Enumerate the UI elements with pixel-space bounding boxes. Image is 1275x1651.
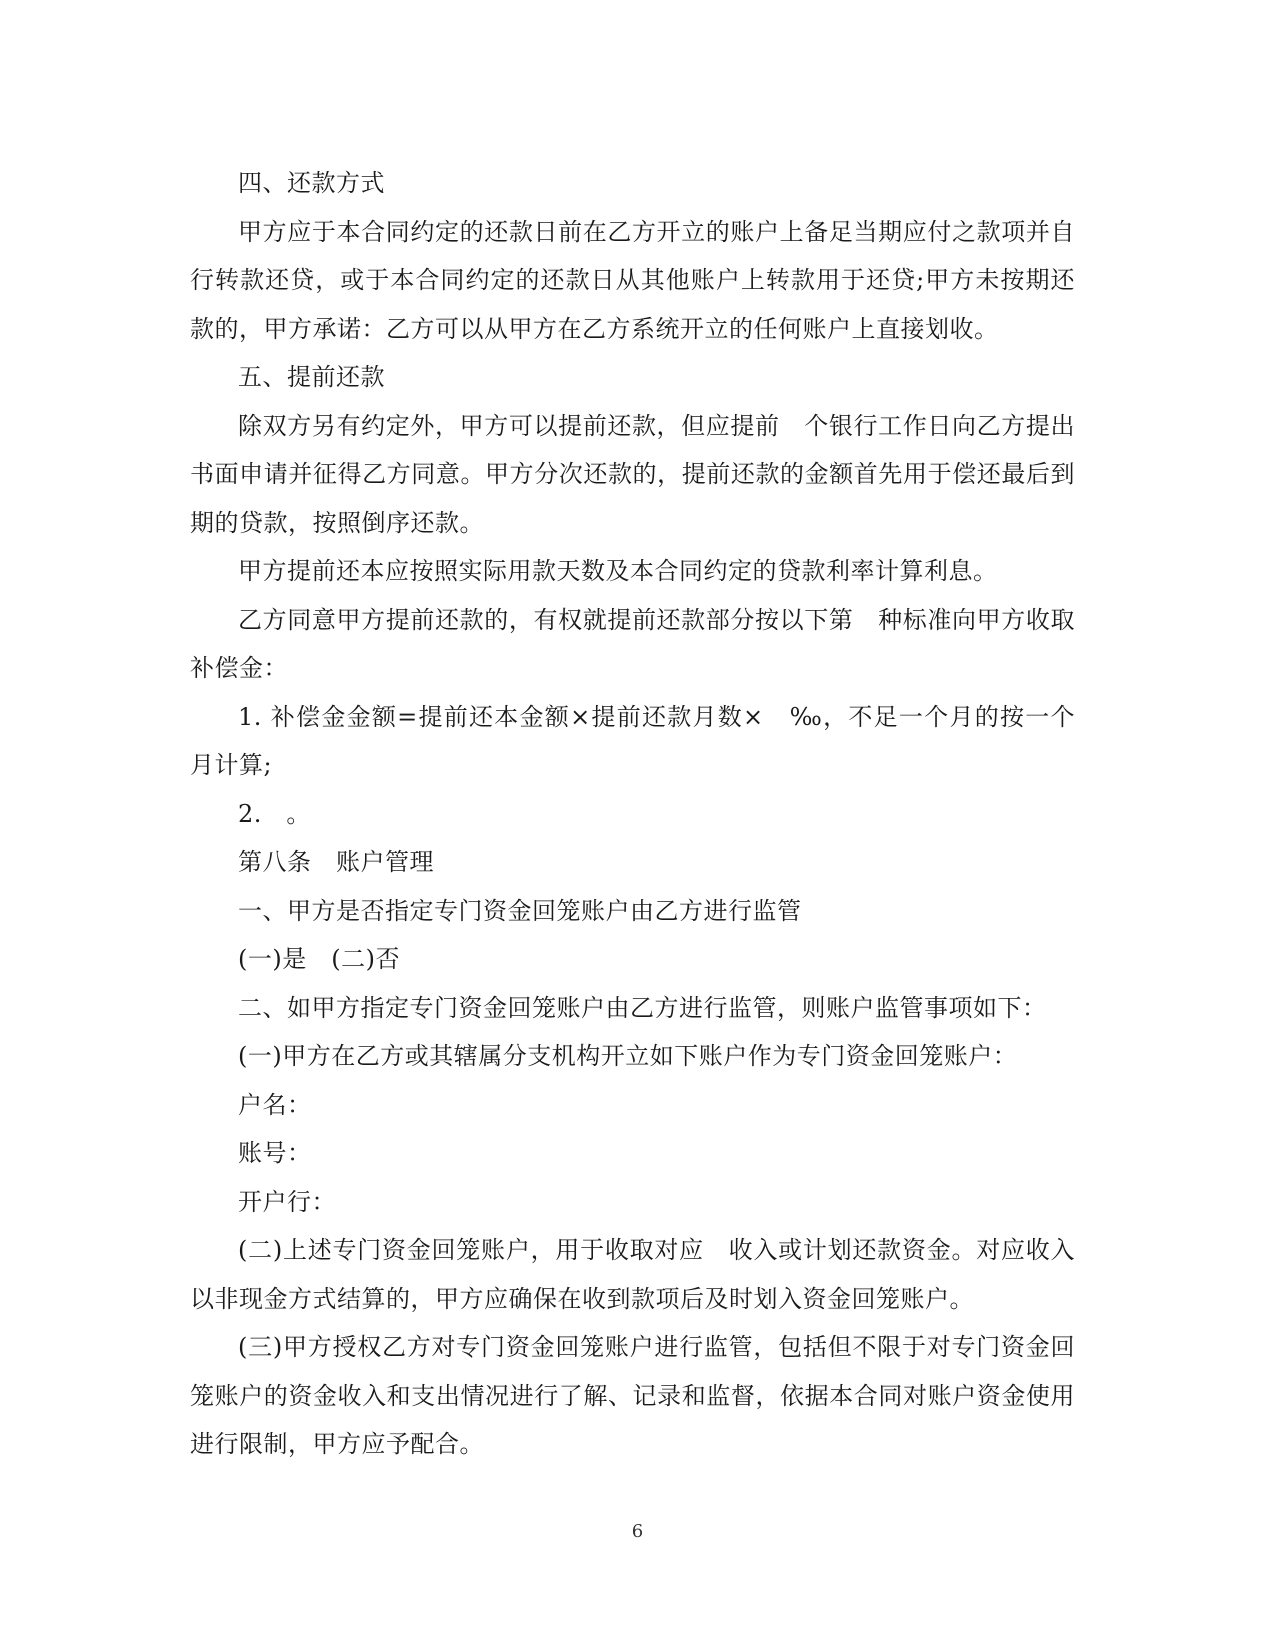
list-item-compensation-1: 1. 补偿金金额=提前还本金额×提前还款月数× ‰，不足一个月的按一个月计算; bbox=[190, 702, 1075, 779]
paragraph-designated-account-question: 一、甲方是否指定专门资金回笼账户由乙方进行监管 bbox=[238, 896, 802, 925]
article-heading-account-management: 第八条 账户管理 bbox=[238, 848, 434, 876]
paragraph-early-repayment-application: 除双方另有约定外，甲方可以提前还款，但应提前 个银行工作日向乙方提出书面申请并征得乙方同意。甲方分次还款的，提前还款的金额首先用于偿还最后到期的贷款，按照倒序还款。 bbox=[190, 411, 1075, 537]
page-number: 6 bbox=[631, 1521, 644, 1542]
field-account-number: 账号： bbox=[238, 1139, 312, 1167]
paragraph-compensation-standard: 乙方同意甲方提前还款的，有权就提前还款部分按以下第 种标准向甲方收取补偿金： bbox=[190, 605, 1075, 682]
paragraph-account-usage: (二)上述专门资金回笼账户，用于收取对应 收入或计划还款资金。对应收入以非现金方式结算的，甲方应确保在收到款项后及时划入资金回笼账户。 bbox=[190, 1236, 1075, 1313]
paragraph-account-opening: (一)甲方在乙方或其辖属分支机构开立如下账户作为专门资金回笼账户： bbox=[238, 1042, 1018, 1070]
list-item-compensation-2: 2. 。 bbox=[238, 799, 311, 828]
paragraph-yes-no-options: (一)是 (二)否 bbox=[238, 945, 400, 973]
section-heading-repayment-method: 四、还款方式 bbox=[238, 169, 385, 197]
paragraph-account-supervision-items: 二、如甲方指定专门资金回笼账户由乙方进行监管，则账户监管事项如下： bbox=[238, 993, 1047, 1022]
paragraph-repayment-method: 甲方应于本合同约定的还款日前在乙方开立的账户上备足当期应付之款项并自行转款还贷，或于本合同约定的还款日从其他账户上转款用于还贷;甲方未按期还款的，甲方承诺：乙方可以从甲方在乙方系统开立的任何账户上直接划收。 bbox=[190, 217, 1075, 343]
field-account-name: 户名： bbox=[238, 1090, 312, 1119]
document-body bbox=[190, 159, 1075, 1469]
field-opening-bank: 开户行： bbox=[238, 1187, 336, 1216]
paragraph-account-authorization: (三)甲方授权乙方对专门资金回笼账户进行监管，包括但不限于对专门资金回笼账户的资金收入和支出情况进行了解、记录和监督，依据本合同对账户资金使用进行限制，甲方应予配合。 bbox=[190, 1333, 1075, 1458]
paragraph-early-repayment-interest: 甲方提前还本应按照实际用款天数及本合同约定的贷款利率计算利息。 bbox=[238, 557, 998, 585]
section-heading-early-repayment: 五、提前还款 bbox=[238, 363, 385, 391]
